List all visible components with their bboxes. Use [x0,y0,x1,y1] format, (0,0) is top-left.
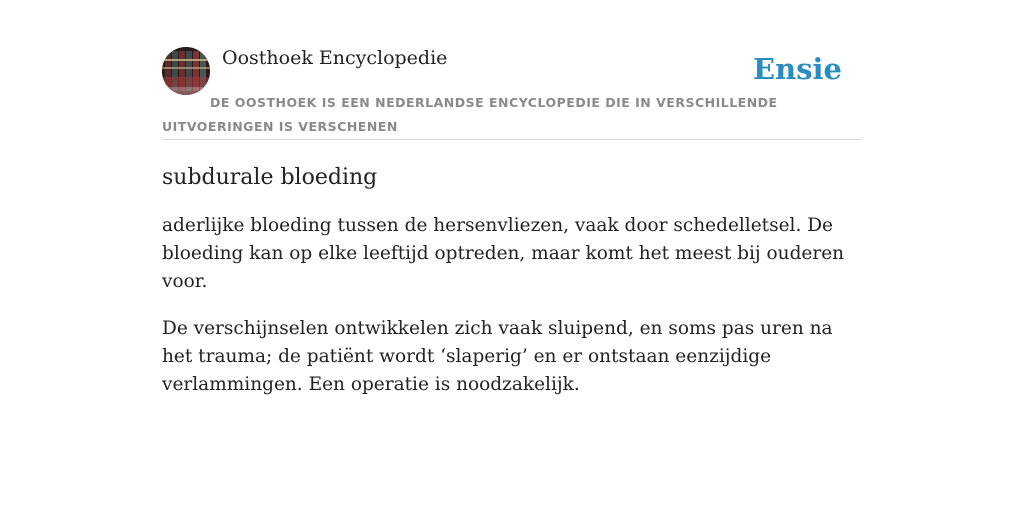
article-paragraph: De verschijnselen ontwikkelen zich vaak sluipend, en soms pas uren na het trauma; de patiënt wordt ‘slaperig’ en er ontstaan eenzijdige verlammingen. Een operatie is noodzakelijk. [162,318,833,395]
avatar[interactable] [162,47,210,95]
brand-logo[interactable]: Ensie [753,52,842,86]
site-header [162,46,862,140]
article-paragraph: aderlijke bloeding tussen de hersenvliezen, vaak door schedelletsel. De bloeding kan op elke leeftijd optreden, maar komt het meest bij ouderen voor. [162,215,845,292]
page-title: subdurale bloeding [162,165,378,190]
book-spines-icon [162,47,210,95]
site-title[interactable]: Oosthoek Encyclopedie [222,47,448,69]
site-tagline: DE OOSTHOEK IS EEN NEDERLANDSE ENCYCLOPEDIE DIE IN VERSCHILLENDE UITVOERINGEN IS VERSCHENEN [162,95,778,134]
article [162,162,862,418]
